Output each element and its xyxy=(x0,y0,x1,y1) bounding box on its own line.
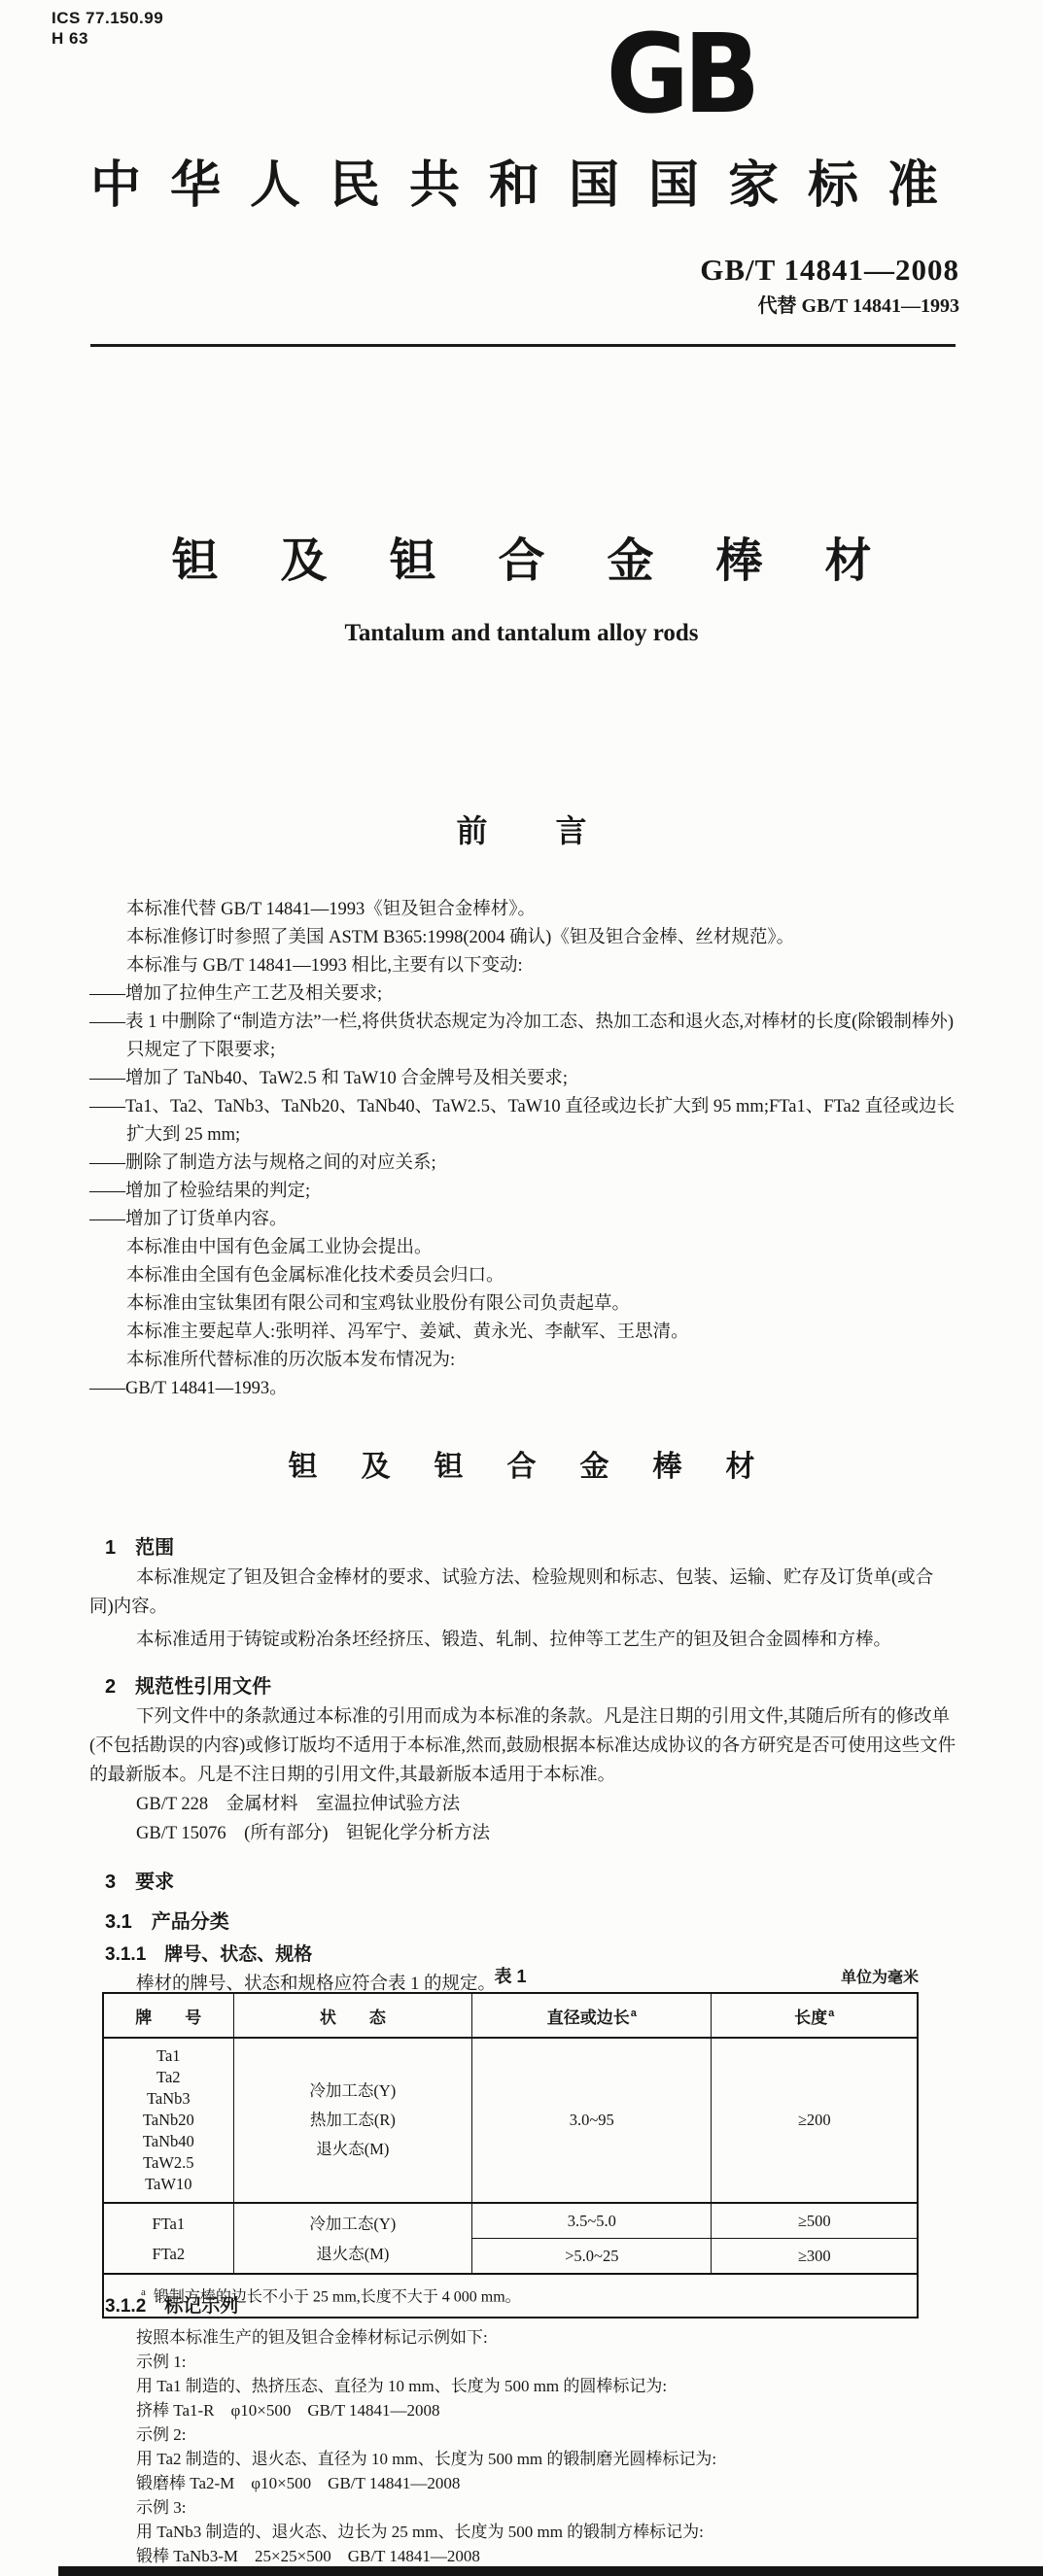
state: 冷加工态(Y) xyxy=(309,2081,397,2100)
header-length xyxy=(712,1993,918,2038)
foreword-body xyxy=(89,896,956,1403)
grade: Ta2 xyxy=(156,2068,181,2086)
header-diameter-label: 直径或边长 xyxy=(546,2008,630,2027)
footnote-text: 锻制方棒的边长不小于 25 mm,长度不大于 4 000 mm。 xyxy=(153,2288,521,2306)
foreword-paragraph: 本标准由全国有色金属标准化技术委员会归口。 xyxy=(126,1266,504,1286)
state: 冷加工态(Y) xyxy=(309,2214,397,2233)
clause-3-1-1-heading: 3.1.1 牌号、状态、规格 xyxy=(105,1944,313,1965)
document-title-wrap xyxy=(0,523,1043,590)
header-diameter xyxy=(472,1993,712,2038)
clause-3-heading: 3 要求 xyxy=(105,1872,175,1893)
body-title-wrap xyxy=(0,1442,1043,1485)
marking-examples-section xyxy=(89,2291,964,2568)
body-title: 钽及钽合金棒材 xyxy=(288,1451,799,1483)
main-body xyxy=(89,1524,956,1999)
grade-list-cell xyxy=(103,2038,233,2203)
header-rule xyxy=(90,344,956,347)
state: 热加工态(R) xyxy=(309,2111,396,2129)
table-unit-note: 单位为毫米 xyxy=(840,1970,919,1986)
foreword-heading-wrap xyxy=(0,807,1043,851)
foreword-paragraph: 本标准与 GB/T 14841—1993 相比,主要有以下变动: xyxy=(126,956,523,976)
grade: TaNb40 xyxy=(142,2132,194,2150)
length-value: ≥200 xyxy=(712,2038,918,2203)
clause-1-paragraph: 本标准规定了钽及钽合金棒材的要求、试验方法、检验规则和标志、包装、运输、贮存及订货单(或合同)内容。 xyxy=(89,1568,934,1617)
length-value: ≥500 xyxy=(712,2203,918,2239)
clause-3-1-2-heading: 3.1.2 标记示列 xyxy=(105,2296,239,2317)
foreword-paragraph: 本标准由中国有色金属工业协会提出。 xyxy=(126,1238,433,1257)
supersedes-note: 代替 GB/T 14841—1993 xyxy=(757,295,959,317)
grade: Ta1 xyxy=(156,2046,181,2065)
foreword-change-item: ——增加了订货单内容。 xyxy=(89,1210,288,1229)
table-caption-row xyxy=(102,1963,919,1992)
header-state: 状 态 xyxy=(233,1993,472,2038)
diameter-value: 3.5~5.0 xyxy=(472,2203,712,2239)
clause-2-heading: 2 规范性引用文件 xyxy=(105,1676,272,1698)
foreword-history-item: ——GB/T 14841—1993。 xyxy=(89,1379,288,1398)
foreword-change-item: ——增加了检验结果的判定; xyxy=(89,1182,311,1201)
doc-code: H 63 xyxy=(52,29,88,48)
example-label: 示例 3: xyxy=(136,2498,187,2517)
foreword-paragraph: 本标准所代替标准的历次版本发布情况为: xyxy=(126,1351,456,1370)
grade: FTa2 xyxy=(152,2244,186,2263)
example-description: 用 Ta1 制造的、热挤压态、直径为 10 mm、长度为 500 mm 的圆棒标记为: xyxy=(136,2377,668,2395)
foreword-change-item: ——增加了 TaNb40、TaW2.5 和 TaW10 合金牌号及相关要求; xyxy=(89,1069,568,1088)
table-row-group1 xyxy=(103,2038,918,2203)
foreword-change-item: ——删除了制造方法与规格之间的对应关系; xyxy=(89,1153,436,1173)
document-title-cn: 钽及钽合金棒材 xyxy=(171,535,934,587)
foreword-heading: 前言 xyxy=(456,813,655,848)
standard-number-block xyxy=(700,253,959,318)
table-caption: 表 1 xyxy=(494,1967,527,1986)
example-designation: 挤棒 Ta1-R φ10×500 GB/T 14841—2008 xyxy=(136,2401,440,2420)
normative-reference: GB/T 228 金属材料 室温拉伸试验方法 xyxy=(136,1795,461,1814)
example-label: 示例 2: xyxy=(136,2425,187,2444)
foreword-paragraph: 本标准主要起草人:张明祥、冯军宁、姜斌、黄永光、李献军、王思清。 xyxy=(126,1322,689,1342)
grade: TaW10 xyxy=(145,2175,192,2193)
diameter-value: 3.0~95 xyxy=(472,2038,712,2203)
clause-1-heading: 1 范围 xyxy=(105,1537,175,1559)
header-grade: 牌 号 xyxy=(103,1993,233,2038)
clause-1-paragraph: 本标准适用于铸锭或粉冶条坯经挤压、锻造、轧制、拉伸等工艺生产的钽及钽合金圆棒和方棒。 xyxy=(136,1631,892,1650)
normative-reference: GB/T 15076 (所有部分) 钽铌化学分析方法 xyxy=(136,1824,491,1843)
state: 退火态(M) xyxy=(316,2244,390,2263)
footnote-ref: a xyxy=(630,2007,637,2019)
table-1-block xyxy=(102,1963,919,2318)
header-length-label: 长度 xyxy=(794,2008,828,2027)
footnote-marker: a xyxy=(141,2286,146,2298)
state-list-cell xyxy=(233,2203,472,2274)
clause-2-paragraph: 下列文件中的条款通过本标准的引用而成为本标准的条款。凡是注日期的引用文件,其随后所有的修改单(不包括勘误的内容)或修订版均不适用于本标准,然而,鼓励根据本标准达成协议的各方研究是否可使用这些文件的最新版本。凡是不注日期的引用文件,其最新版本适用于本标准。 xyxy=(89,1707,956,1785)
grade: TaNb3 xyxy=(146,2089,191,2108)
clause-3-1-heading: 3.1 产品分类 xyxy=(105,1911,229,1933)
example-designation: 锻棒 TaNb3-M 25×25×500 GB/T 14841—2008 xyxy=(136,2547,480,2565)
state: 退火态(M) xyxy=(316,2140,390,2158)
table-1 xyxy=(102,1992,919,2318)
foreword-change-item: ——表 1 中删除了“制造方法”一栏,将供货状态规定为冷加工态、热加工态和退火态,对棒材的长度(除锻制棒外)只规定了下限要求; xyxy=(89,1013,954,1060)
table-header-row xyxy=(103,1993,918,2038)
classification-codes xyxy=(52,8,163,49)
length-value: ≥300 xyxy=(712,2239,918,2275)
foreword-change-item: ——增加了拉伸生产工艺及相关要求; xyxy=(89,984,383,1004)
clause-3-1-1-paragraph: 棒材的牌号、状态和规格应符合表 1 的规定。 xyxy=(136,1975,497,1994)
standard-number: GB/T 14841—2008 xyxy=(700,253,959,287)
document-title-en: Tantalum and tantalum alloy rods xyxy=(344,620,699,646)
ics-code: ICS 77.150.99 xyxy=(52,9,164,27)
foreword-paragraph: 本标准由宝钛集团有限公司和宝鸡钛业股份有限公司负责起草。 xyxy=(126,1294,631,1314)
scan-edge-artifact xyxy=(58,2566,1043,2576)
diameter-value: >5.0~25 xyxy=(472,2239,712,2275)
foreword-paragraph: 本标准修订时参照了美国 ASTM B365:1998(2004 确认)《钽及钽合金棒、丝材规范》。 xyxy=(126,928,795,947)
grade-list-cell xyxy=(103,2203,233,2274)
national-standard-title: 中华人民共和国国家标准 xyxy=(90,158,968,214)
gb-logo: GB xyxy=(606,10,755,138)
table-row-group2 xyxy=(103,2203,918,2239)
example-designation: 锻磨棒 Ta2-M φ10×500 GB/T 14841—2008 xyxy=(136,2474,461,2492)
example-description: 用 TaNb3 制造的、退火态、边长为 25 mm、长度为 500 mm 的锻制方棒标记为: xyxy=(136,2523,704,2541)
examples-intro: 按照本标准生产的钽及钽合金棒材标记示例如下: xyxy=(136,2328,488,2347)
grade: TaW2.5 xyxy=(143,2153,194,2172)
grade: FTa1 xyxy=(152,2214,186,2233)
state-list-cell xyxy=(233,2038,472,2203)
grade: TaNb20 xyxy=(142,2111,194,2129)
footnote-ref: a xyxy=(828,2007,835,2019)
foreword-change-item: ——Ta1、Ta2、TaNb3、TaNb20、TaNb40、TaW2.5、TaW10 直径或边长扩大到 95 mm;FTa1、FTa2 直径或边长扩大到 25 mm; xyxy=(89,1097,956,1145)
example-description: 用 Ta2 制造的、退火态、直径为 10 mm、长度为 500 mm 的锻制磨光圆棒标记为: xyxy=(136,2450,717,2468)
foreword-paragraph: 本标准代替 GB/T 14841—1993《钽及钽合金棒材》。 xyxy=(126,900,537,919)
example-label: 示例 1: xyxy=(136,2353,187,2371)
